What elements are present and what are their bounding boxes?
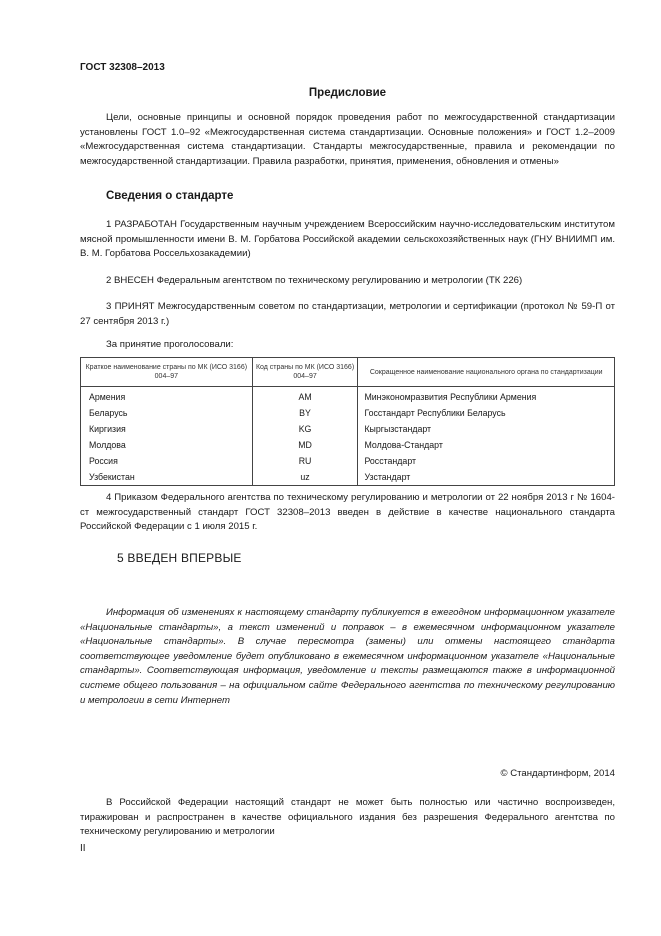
copyright: © Стандартинформ, 2014 bbox=[500, 768, 615, 779]
info-section-title: Сведения о стандарте bbox=[106, 190, 234, 202]
info-item-3: 3 ПРИНЯТ Межгосударственным советом по стандартизации, метрологии и сертификации (протокол № 59-П от 27 сентября 2013 г.) bbox=[80, 301, 615, 327]
cell-code: uz bbox=[252, 469, 358, 486]
page-number: II bbox=[80, 843, 86, 854]
vote-caption: За принятие проголосовали: bbox=[106, 339, 234, 350]
info-item-2: 2 ВНЕСЕН Федеральным агентством по техническому регулированию и метрологии (ТК 226) bbox=[106, 275, 523, 286]
standard-id-header: ГОСТ 32308–2013 bbox=[80, 62, 165, 73]
header-code: Код страны по МК (ИСО 3166) 004–97 bbox=[252, 358, 358, 387]
cell-country: Россия bbox=[81, 453, 253, 469]
cell-country: Узбекистан bbox=[81, 469, 253, 486]
header-body: Сокращенное наименование национального органа по стандартизации bbox=[358, 358, 615, 387]
cell-body: Минэкономразвития Республики Армения bbox=[358, 387, 615, 406]
cell-body: Росстандарт bbox=[358, 453, 615, 469]
foreword-text: Цели, основные принципы и основной порядок проведения работ по межгосударственной стандартизации установлены ГОСТ 1.0–92 «Межгосударственная система стандартизации. Основные положения» и ГОСТ 1.2–2009 «Межгосударственная система стандартизации. Стандарты межгосударственные, правила и рекомендации по межгосударственной стандартизации. Правила разработки, принятия, применения, обновления и отмены» bbox=[80, 112, 615, 167]
cell-code: AM bbox=[252, 387, 358, 406]
header-country: Краткое наименование страны по МК (ИСО 3166) 004–97 bbox=[81, 358, 253, 387]
cell-body: Кыргызстандарт bbox=[358, 421, 615, 437]
table-row bbox=[81, 437, 615, 453]
cell-country: Беларусь bbox=[81, 405, 253, 421]
cell-body: Молдова-Стандарт bbox=[358, 437, 615, 453]
cell-code: KG bbox=[252, 421, 358, 437]
table-row bbox=[81, 387, 615, 406]
cell-country: Киргизия bbox=[81, 421, 253, 437]
info-item-5: 5 ВВЕДЕН ВПЕРВЫЕ bbox=[117, 551, 242, 565]
table-row bbox=[81, 453, 615, 469]
cell-code: RU bbox=[252, 453, 358, 469]
cell-country: Молдова bbox=[81, 437, 253, 453]
changes-notice: Информация об изменениях к настоящему стандарту публикуется в ежегодном информационном указателе «Национальные стандарты», а текст изменений и поправок – в ежемесячном информационном указателе «Национальные стандарты». В случае пересмотра (замены) или отмены настоящего стандарта соответствующее уведомление будет опубликовано в ежемесячном информационном указателе «Национальные стандарты». Соответствующая информация, уведомление и тексты размещаются также в информационной системе общего пользования – на официальном сайте Федерального агентства по техническому регулированию и метрологии в сети Интернет bbox=[80, 607, 615, 706]
table-row bbox=[81, 421, 615, 437]
table-row bbox=[81, 469, 615, 486]
cell-code: BY bbox=[252, 405, 358, 421]
vote-table-header-row bbox=[81, 358, 615, 387]
info-item-4: 4 Приказом Федерального агентства по техническому регулированию и метрологии от 22 ноября 2013 г № 1604-ст межгосударственный стандарт ГОСТ 32308–2013 введен в действие в качестве национального стандарта Российской Федерации с 1 июля 2015 г. bbox=[80, 492, 615, 533]
rights-notice: В Российской Федерации настоящий стандарт не может быть полностью или частично воспроизведен, тиражирован и распространен в качестве официального издания без разрешения Федерального агентства по техническому регулированию и метрологии bbox=[80, 797, 615, 838]
cell-body: Узстандарт bbox=[358, 469, 615, 486]
cell-body: Госстандарт Республики Беларусь bbox=[358, 405, 615, 421]
cell-country: Армения bbox=[81, 387, 253, 406]
vote-table bbox=[80, 357, 615, 486]
cell-code: MD bbox=[252, 437, 358, 453]
table-row bbox=[81, 405, 615, 421]
foreword-title: Предисловие bbox=[308, 87, 387, 99]
info-item-1: 1 РАЗРАБОТАН Государственным научным учреждением Всероссийским научно-исследовательским институтом мясной промышленности имени В. М. Горбатова Российской академии сельскохозяйственных наук (ГНУ ВНИИМП им. В. М. Горбатова Россельхозакадемии) bbox=[80, 219, 615, 260]
